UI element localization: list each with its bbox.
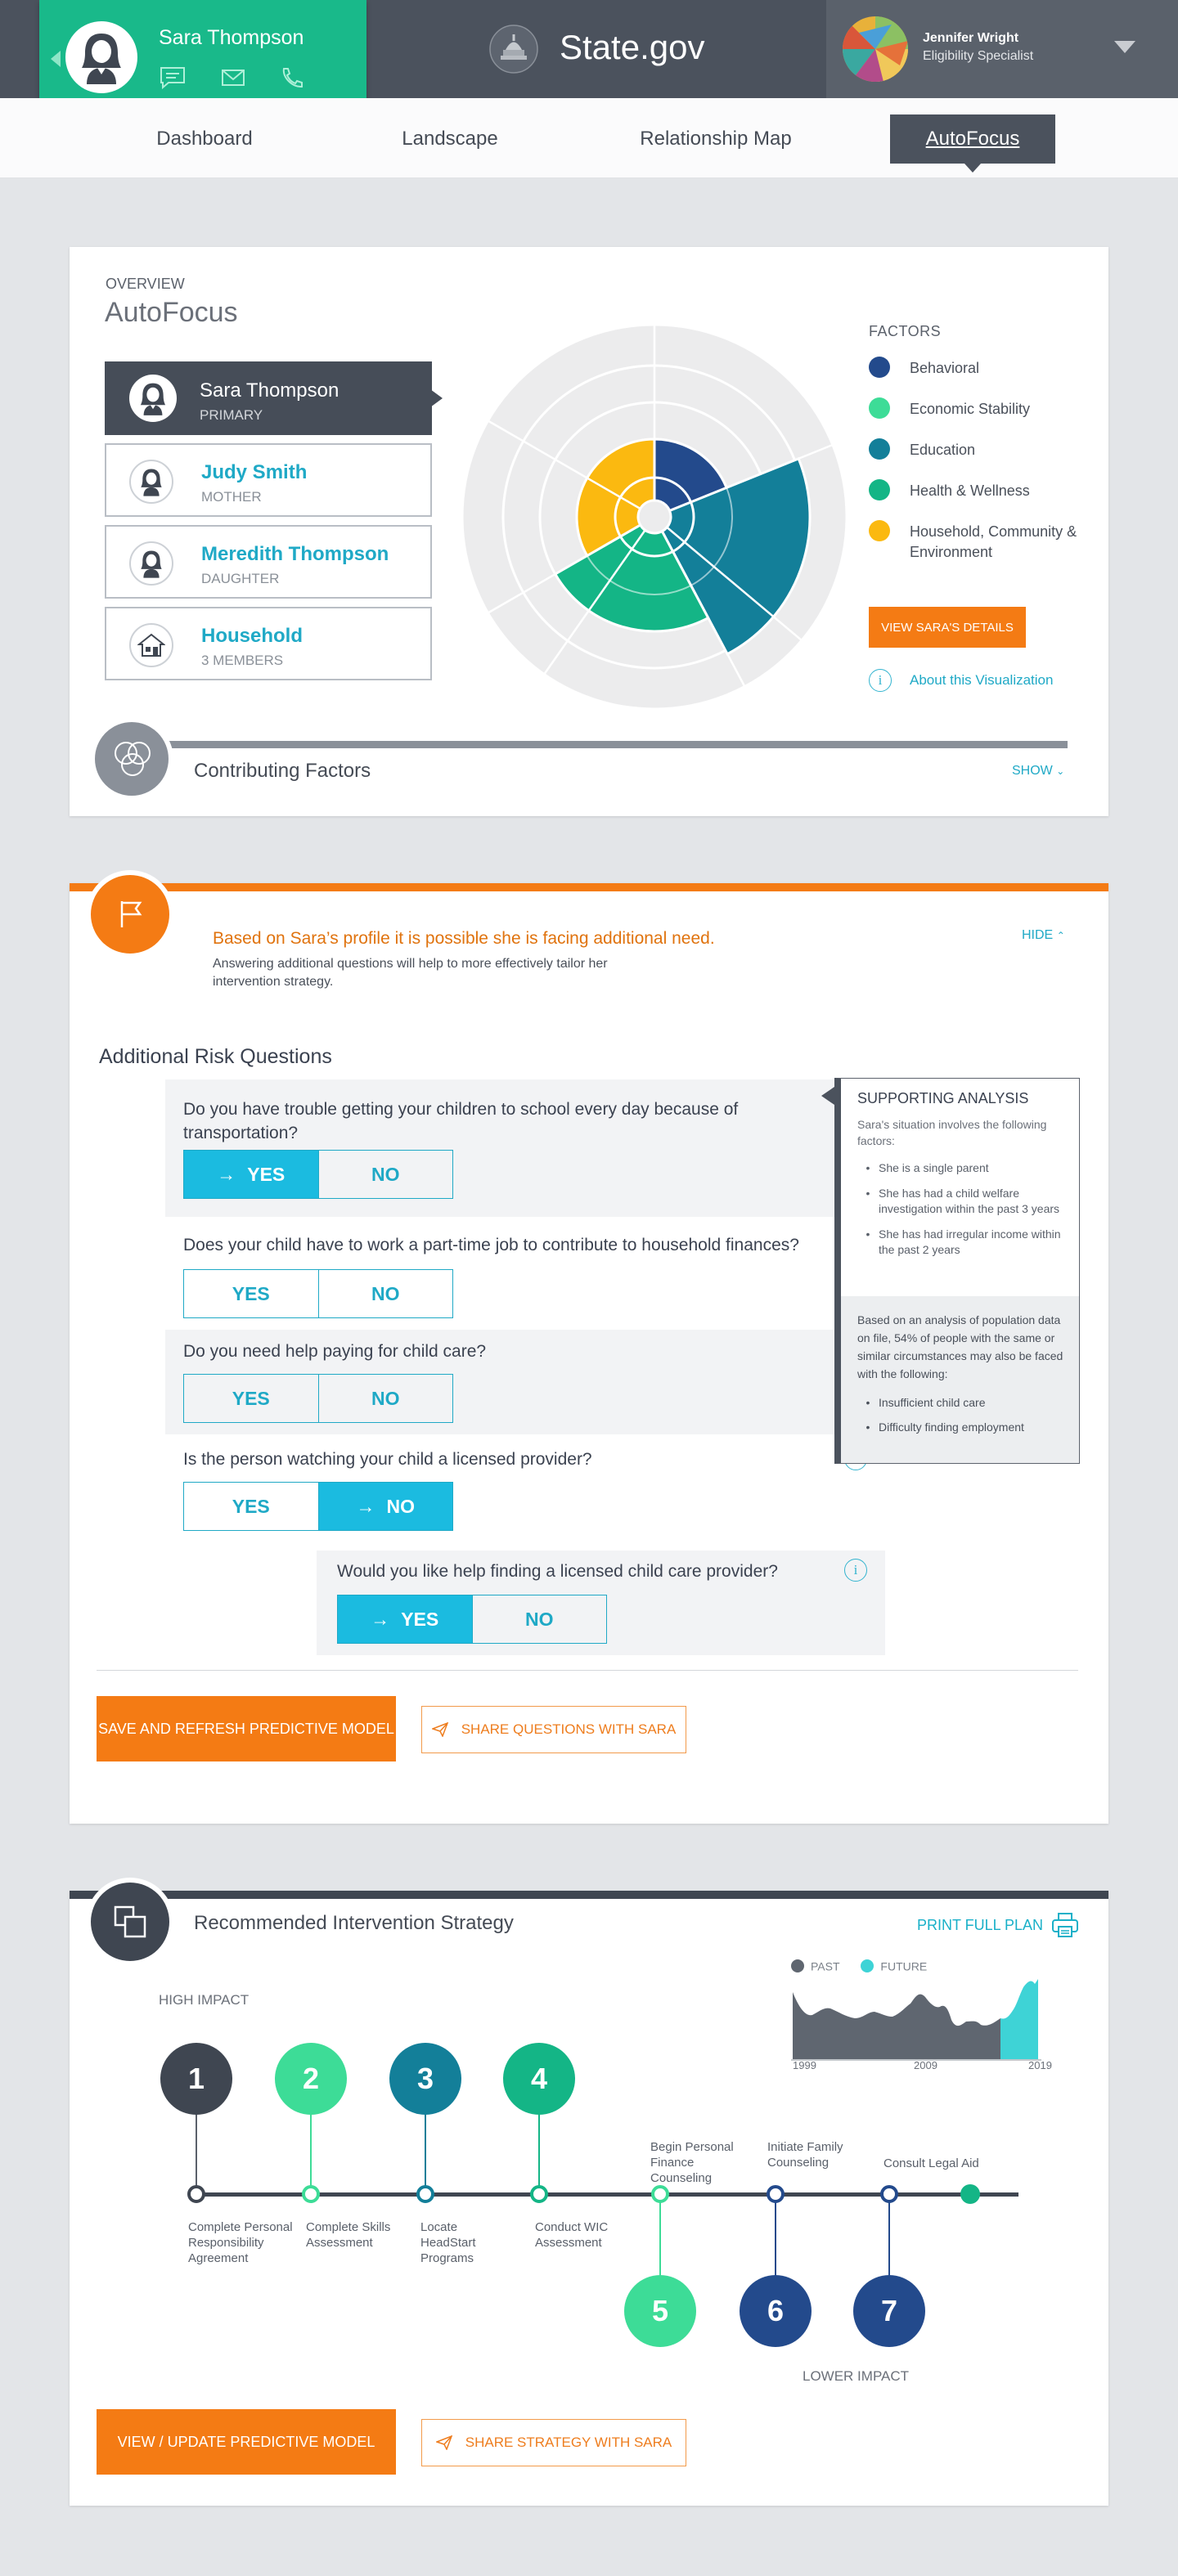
client-avatar [65, 21, 137, 93]
user-name: Jennifer Wright [923, 31, 1019, 45]
share-questions-button[interactable] [421, 1706, 686, 1753]
step-1-label: Complete Personal Responsibility Agreement [188, 2220, 293, 2265]
step-6-marker[interactable] [767, 2185, 785, 2203]
yes-label: YES [232, 1387, 270, 1409]
client-card[interactable] [39, 0, 366, 113]
analysis-factor-text: She has had a child welfare investigation within the past 3 years [879, 1187, 1060, 1215]
legend-swatch [869, 520, 890, 541]
house-icon [137, 633, 165, 657]
paper-plane-icon [432, 1722, 448, 1737]
tab-dashboard[interactable]: Dashboard [156, 128, 253, 150]
strategy-title: Recommended Intervention Strategy [194, 1912, 514, 1934]
risk-card [70, 883, 1108, 1824]
tab-landscape[interactable]: Landscape [402, 128, 498, 150]
panel-pointer [821, 1087, 834, 1105]
venn-diagram-icon [110, 738, 155, 781]
info-icon[interactable]: i [869, 669, 892, 692]
share-questions-label: SHARE QUESTIONS WITH SARA [461, 1721, 677, 1737]
timeline-end-marker [960, 2184, 980, 2204]
alert-bar [70, 883, 1108, 891]
save-refresh-model-button[interactable]: SAVE AND REFRESH PREDICTIVE MODEL [97, 1696, 396, 1761]
yes-no-toggle [337, 1595, 607, 1644]
future-swatch [861, 1959, 874, 1972]
step-6-node[interactable]: 6 [740, 2275, 812, 2347]
paper-plane-icon [436, 2435, 452, 2450]
no-label: NO [371, 1387, 400, 1409]
step-2-node[interactable]: 2 [275, 2043, 347, 2115]
overview-title: AutoFocus [105, 297, 238, 328]
population-item [857, 1396, 1070, 1409]
past-label: PAST [811, 1959, 840, 1973]
step-5-label: Begin Personal Finance Counseling [650, 2140, 734, 2185]
population-text: Based on an analysis of population data on file, 54% of people with the same or similar circumstances may also be faced with the following: [857, 1313, 1063, 1380]
analysis-title: SUPPORTING ANALYSIS [857, 1090, 1029, 1106]
analysis-factor-list [857, 1160, 1072, 1258]
about-visualization-link[interactable]: About this Visualization [910, 672, 1054, 688]
overview-card [70, 247, 1108, 816]
bullet: • [866, 1187, 870, 1200]
analysis-intro: Sara's situation involves the following factors: [857, 1118, 1047, 1147]
step-2-label: Complete Skills Assessment [306, 2220, 391, 2250]
woman-avatar-icon [138, 467, 164, 496]
yes-no-toggle [183, 1482, 453, 1531]
person-item-meredith[interactable] [105, 525, 432, 599]
copy-documents-icon [114, 1905, 148, 1940]
yes-option[interactable] [338, 1595, 472, 1643]
no-option[interactable] [318, 1483, 453, 1530]
collapse-arrow-icon[interactable] [51, 51, 61, 67]
chevron-up-icon: ⌃ [1056, 930, 1065, 941]
user-role: Eligibility Specialist [923, 49, 1034, 63]
question-5-followup [317, 1551, 885, 1655]
step-1-node[interactable]: 1 [160, 2043, 232, 2115]
no-option[interactable] [472, 1595, 607, 1643]
person-name: Judy Smith [201, 461, 308, 483]
person-name: Household [201, 625, 303, 647]
printer-icon[interactable] [1051, 1912, 1079, 1938]
person-avatar [129, 375, 177, 422]
user-avatar [843, 16, 908, 82]
legend-swatch [869, 438, 890, 460]
alert-title: Based on Sara’s profile it is possible she is facing additional need. [213, 929, 715, 948]
person-role: MOTHER [201, 489, 262, 505]
step-3-label: Locate HeadStart Programs [420, 2220, 476, 2265]
step-1-marker[interactable] [187, 2185, 205, 2203]
yes-no-toggle [183, 1150, 453, 1199]
no-option[interactable] [318, 1375, 453, 1422]
tab-relationship-map[interactable]: Relationship Map [640, 128, 792, 150]
girl-avatar-icon [138, 549, 164, 578]
main-nav [0, 98, 1178, 178]
lower-impact-label: LOWER IMPACT [803, 2368, 910, 2384]
no-option[interactable] [318, 1151, 453, 1198]
yes-option[interactable] [184, 1375, 318, 1422]
population-item-text: Difficulty finding employment [879, 1420, 1024, 1434]
contributing-badge [90, 717, 173, 801]
alert-body: Answering additional questions will help to more effectively tailor her intervention strategy. [213, 957, 608, 989]
capitol-seal-icon [489, 25, 538, 74]
arrow-right-icon: → [217, 1163, 236, 1185]
person-avatar [129, 541, 173, 586]
step-3-marker[interactable] [416, 2185, 434, 2203]
hide-toggle[interactable] [1022, 928, 1065, 943]
population-list [857, 1396, 1070, 1434]
person-item-judy[interactable] [105, 443, 432, 517]
bullet: • [866, 1396, 870, 1409]
person-name: Sara Thompson [200, 379, 339, 402]
legend-label: Household, Community & Environment [910, 523, 1077, 560]
step-7-label: Consult Legal Aid [884, 2156, 979, 2170]
message-icon[interactable] [159, 65, 187, 90]
email-icon[interactable] [219, 65, 247, 90]
legend-swatch [869, 479, 890, 500]
step-3-node[interactable]: 3 [389, 2043, 461, 2115]
history-legend [791, 1959, 927, 1972]
step-5-node[interactable]: 5 [624, 2275, 696, 2347]
alert-badge [86, 870, 174, 958]
overview-eyebrow: OVERVIEW [106, 276, 185, 292]
past-swatch [791, 1959, 804, 1972]
legend-label: Economic Stability [910, 401, 1031, 417]
legend-label: Health & Wellness [910, 482, 1030, 499]
chevron-down-icon: ⌄ [1056, 765, 1065, 777]
yes-label: YES [401, 1608, 439, 1630]
yes-label: YES [232, 1495, 270, 1517]
legend-label: Education [910, 442, 976, 458]
household-avatar [129, 623, 173, 667]
question-text: Does your child have to work a part-time job to contribute to household finances? [183, 1236, 799, 1254]
analysis-factor [857, 1227, 1072, 1258]
no-label: NO [386, 1495, 415, 1517]
step-6-label: Initiate Family Counseling [767, 2140, 843, 2170]
bullet: • [866, 1420, 870, 1434]
no-label: NO [371, 1282, 400, 1304]
divider [97, 1670, 1078, 1671]
future-label: FUTURE [880, 1959, 928, 1973]
bullet: • [866, 1227, 870, 1241]
population-analysis [841, 1296, 1079, 1463]
history-area-chart [791, 1976, 1043, 2061]
yes-no-toggle [183, 1269, 453, 1318]
strategy-badge [86, 1878, 174, 1966]
contributing-divider [151, 741, 1068, 748]
yes-option[interactable] [184, 1483, 318, 1530]
arrow-right-icon: → [356, 1495, 375, 1517]
future-area [1000, 1979, 1038, 2059]
autofocus-radial-chart[interactable] [454, 316, 855, 717]
step-7-marker[interactable] [880, 2185, 898, 2203]
high-impact-label: HIGH IMPACT [159, 1992, 250, 2008]
step-4-node[interactable]: 4 [503, 2043, 575, 2115]
axis-tick-mid: 2009 [914, 2059, 937, 2071]
axis-tick-end: 2019 [1028, 2059, 1052, 2071]
flag-icon [117, 900, 145, 929]
woman-avatar-icon [77, 30, 126, 84]
legend-swatch [869, 357, 890, 378]
arrow-right-icon: → [371, 1608, 390, 1630]
brand-title: State.gov [560, 28, 705, 66]
risk-section-title: Additional Risk Questions [99, 1045, 332, 1068]
step-4-label: Conduct WIC Assessment [535, 2220, 609, 2250]
yes-no-toggle [183, 1374, 453, 1423]
selected-pointer [430, 389, 443, 407]
analysis-factor-text: She is a single parent [879, 1161, 989, 1174]
chevron-down-icon[interactable] [1114, 41, 1135, 54]
no-option[interactable] [318, 1270, 453, 1317]
no-label: NO [525, 1608, 554, 1630]
hide-label: HIDE [1022, 928, 1054, 942]
legend-label: Behavioral [910, 360, 980, 376]
analysis-factor-text: She has had irregular income within the past 2 years [879, 1227, 1061, 1256]
analysis-factor [857, 1160, 1072, 1176]
brand-logo [489, 25, 538, 78]
print-plan-link[interactable]: PRINT FULL PLAN [917, 1917, 1044, 1933]
connector [775, 2195, 776, 2285]
population-item [857, 1420, 1070, 1434]
person-role: DAUGHTER [201, 571, 280, 586]
step-2-marker[interactable] [302, 2185, 320, 2203]
step-5-marker[interactable] [651, 2185, 669, 2203]
strategy-bar [70, 1891, 1108, 1899]
person-item-household[interactable] [105, 607, 432, 680]
person-role: 3 MEMBERS [201, 653, 284, 668]
factors-title: FACTORS [869, 323, 942, 339]
yes-label: YES [247, 1163, 286, 1185]
yes-option[interactable] [184, 1151, 318, 1198]
info-icon[interactable]: i [844, 1559, 867, 1582]
yes-label: YES [232, 1282, 270, 1304]
view-update-model-button[interactable]: VIEW / UPDATE PREDICTIVE MODEL [97, 2409, 396, 2475]
view-details-button[interactable]: VIEW SARA'S DETAILS [869, 607, 1026, 648]
share-strategy-label: SHARE STRATEGY WITH SARA [465, 2435, 672, 2450]
strategy-card [70, 1891, 1108, 2506]
step-4-marker[interactable] [530, 2185, 548, 2203]
client-name: Sara Thompson [159, 26, 304, 49]
population-item-text: Insufficient child care [879, 1396, 986, 1409]
show-label: SHOW [1012, 764, 1053, 778]
person-item-primary[interactable] [105, 361, 432, 435]
past-area [793, 1992, 1000, 2059]
connector [888, 2195, 890, 2285]
step-7-node[interactable]: 7 [853, 2275, 925, 2347]
person-avatar [129, 460, 173, 504]
question-text: Would you like help finding a licensed child care provider? [337, 1562, 778, 1581]
person-role: PRIMARY [200, 407, 263, 423]
active-tab-pointer [964, 164, 981, 173]
axis-tick-start: 1999 [793, 2059, 816, 2071]
no-label: NO [371, 1163, 400, 1185]
tab-autofocus[interactable]: AutoFocus [890, 114, 1055, 164]
question-text: Do you need help paying for child care? [183, 1342, 487, 1361]
legend-swatch [869, 397, 890, 419]
connector [659, 2195, 661, 2285]
person-name: Meredith Thompson [201, 543, 389, 565]
contributing-title: Contributing Factors [194, 760, 371, 782]
question-text: Do you have trouble getting your children to school every day because of transportation? [183, 1100, 739, 1142]
question-1 [165, 1079, 885, 1217]
share-strategy-button[interactable] [421, 2419, 686, 2466]
question-3 [165, 1330, 885, 1434]
woman-avatar-icon [137, 381, 169, 415]
phone-icon[interactable] [278, 65, 306, 90]
analysis-factor [857, 1186, 1072, 1217]
bullet: • [866, 1161, 870, 1174]
yes-option[interactable] [184, 1270, 318, 1317]
contributing-show-toggle[interactable] [1012, 764, 1064, 779]
question-4 [165, 1438, 885, 1544]
question-text: Is the person watching your child a licensed provider? [183, 1450, 592, 1469]
supporting-analysis-panel [834, 1078, 1080, 1464]
user-panel[interactable] [826, 0, 1178, 98]
question-2 [165, 1220, 885, 1326]
